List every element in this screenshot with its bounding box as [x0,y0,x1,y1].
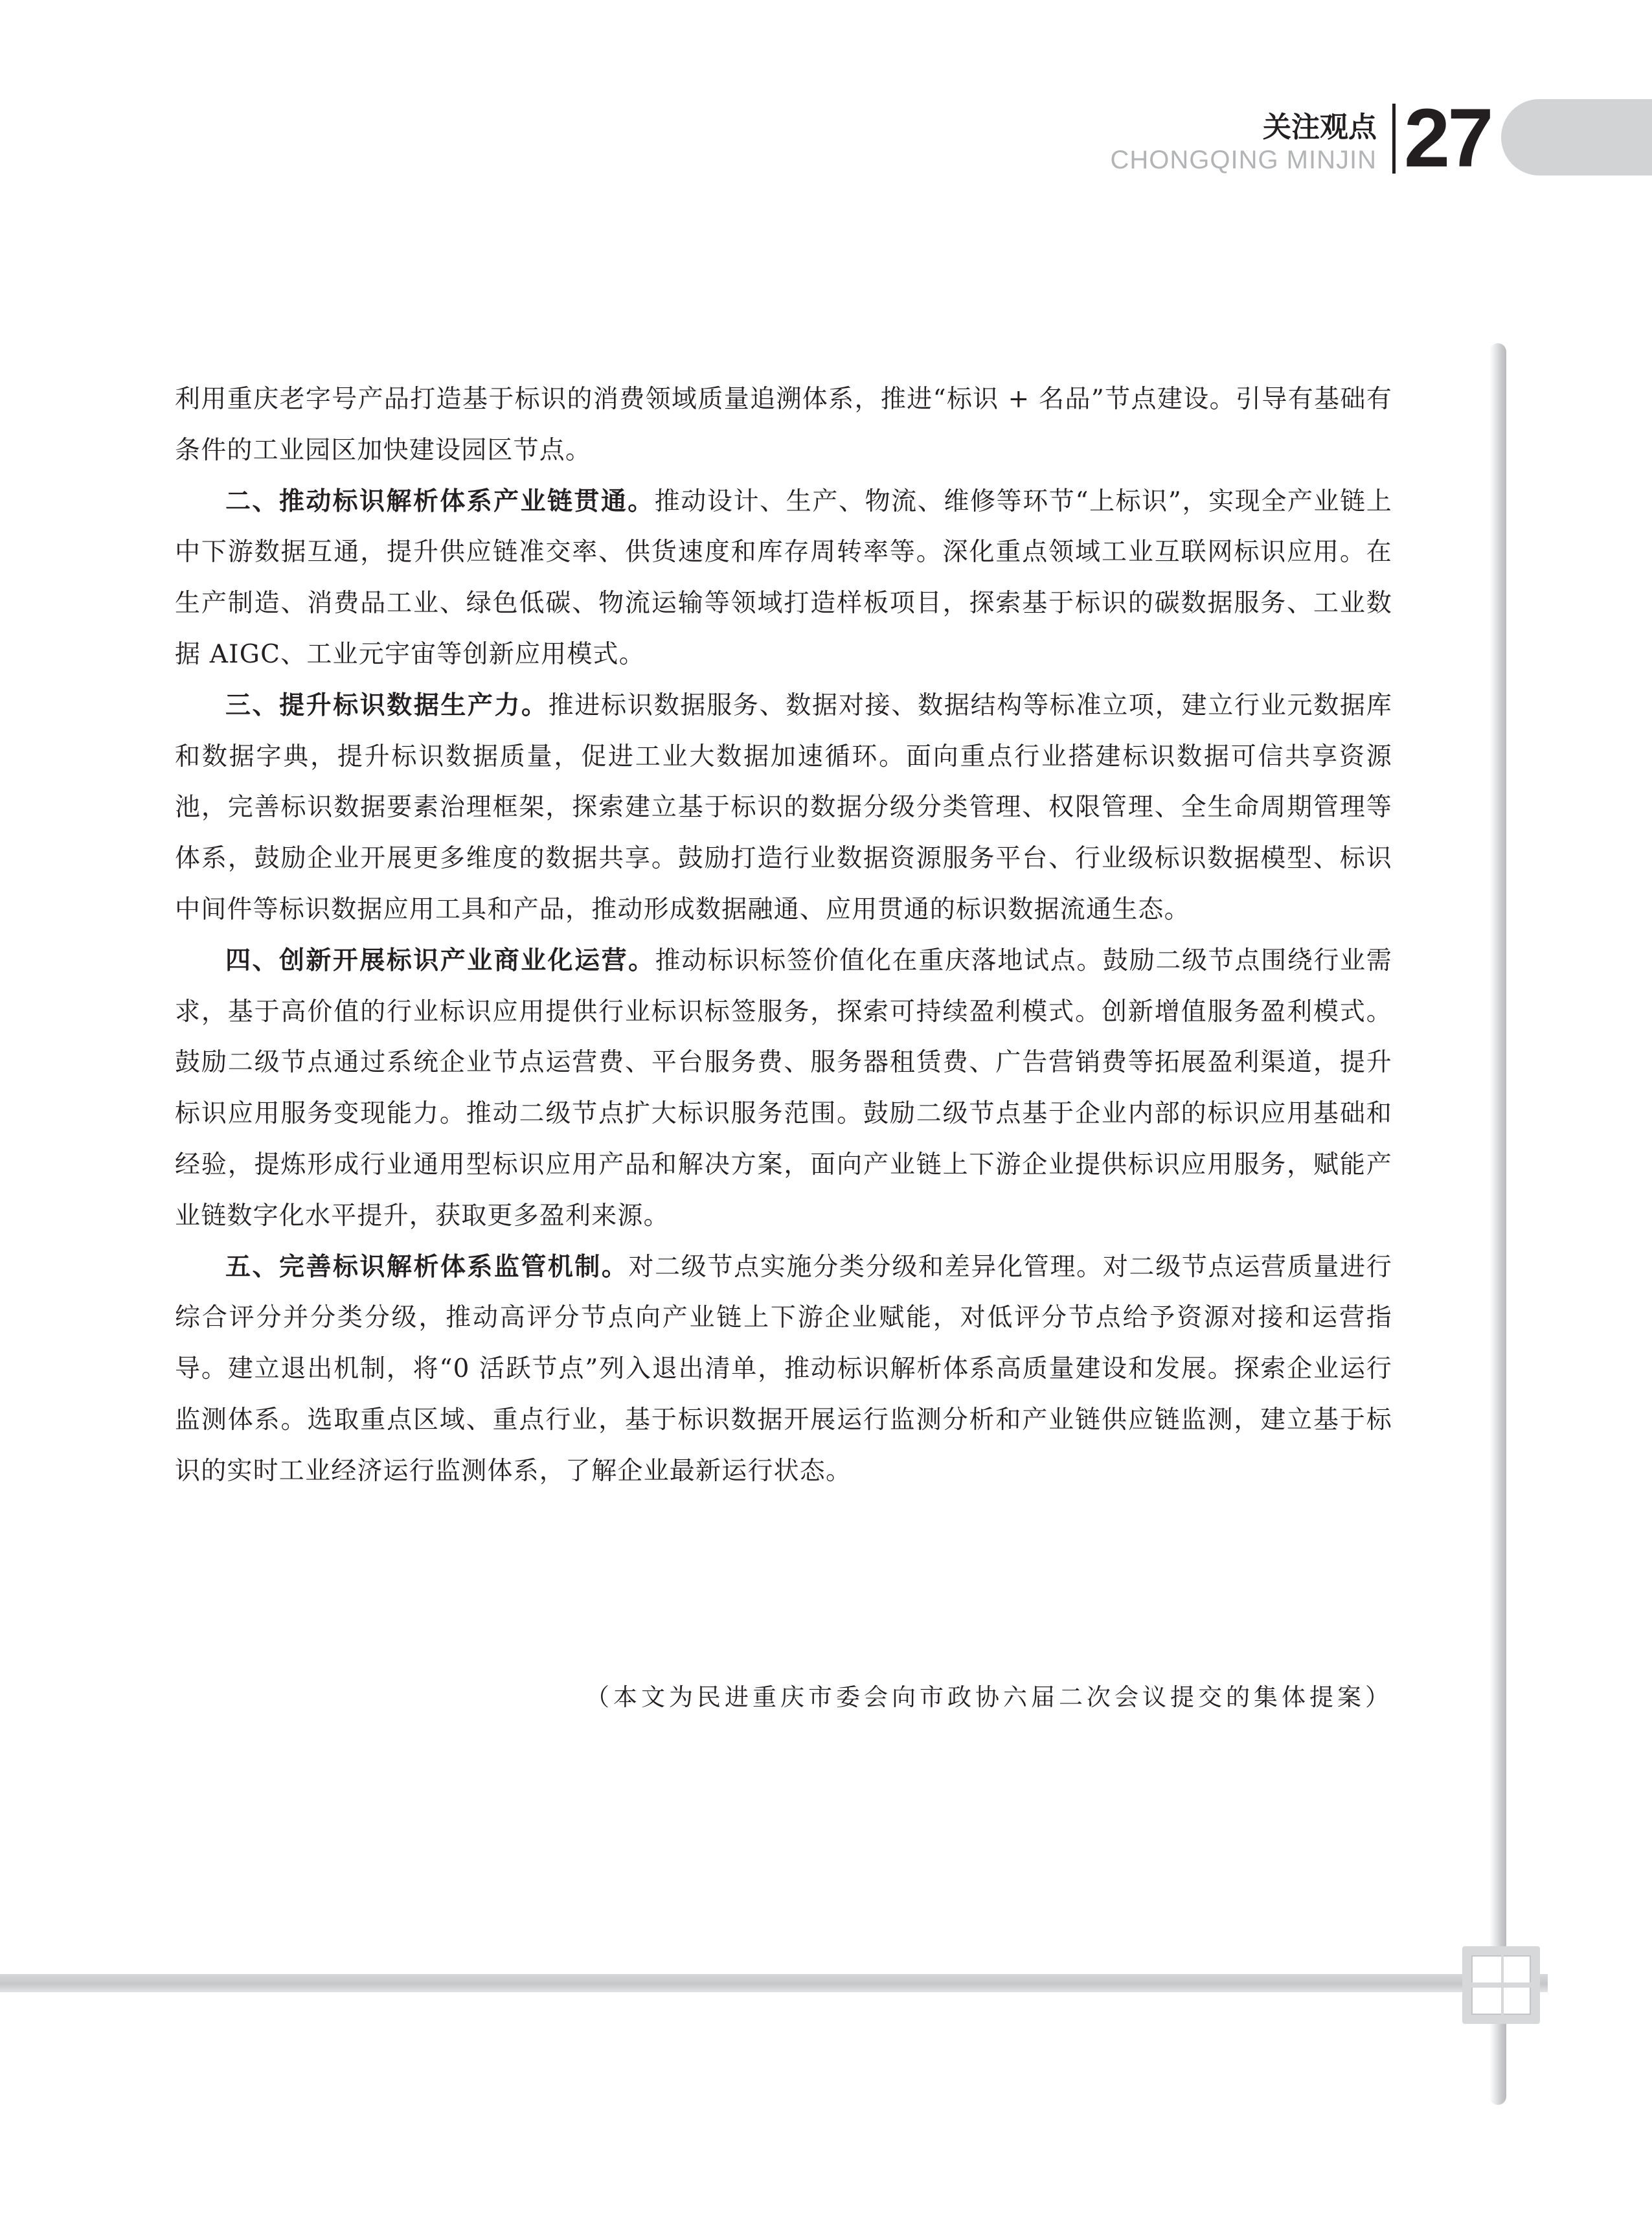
article-paragraph [175,477,1392,681]
bottom-decorative-rail [0,1974,1548,1992]
paragraph-text: 对二级节点实施分类分级和差异化管理。对二级节点运营质量进行综合评分并分类分级，推动高评分节点向产业链上下游企业赋能，对低评分节点给予资源对接和运营指导。建立退出机制，将“0 活跃节点”列入退出清单，推动标识解析体系高质量建设和发展。探索企业运行监测体系。选取重点区域、重点行业，基于标识数据开展运行监测分析和产业链供应链监测，建立基于标识的实时工业经济运行监测体系，了解企业最新运行状态。 [175,1252,1392,1486]
article-paragraph [175,1242,1392,1497]
right-decorative-rail [1489,343,1506,2105]
section-subtitle: CHONGQING MINJIN [1110,146,1377,174]
paragraph-text: 推动设计、生产、物流、维修等环节“上标识”，实现全产业链上中下游数据互通，提升供应链准交率、供货速度和库存周转率等。深化重点领域工业互联网标识应用。在生产制造、消费品工业、绿色低碳、物流运输等领域打造样板项目，探索基于标识的碳数据服务、工业数据 AIGC、工业元宇宙等创新应用模式。 [175,486,1392,669]
article-paragraph [175,374,1392,477]
paragraph-text: 利用重庆老字号产品打造基于标识的消费领域质量追溯体系，推进“标识 + 名品”节点建设。引导有基础有条件的工业园区加快建设园区节点。 [175,385,1392,465]
article-paragraph [175,681,1392,936]
paragraph-heading: 四、创新开展标识产业商业化运营。 [225,946,655,975]
header-divider [1392,104,1396,174]
paragraph-text: 推动标识标签价值化在重庆落地试点。鼓励二级节点围绕行业需求，基于高价值的行业标识应用提供行业标识标签服务，探索可持续盈利模式。创新增值服务盈利模式。鼓励二级节点通过系统企业节点运营费、平台服务费、服务器租赁费、广告营销费等拓展盈利渠道，提升标识应用服务变现能力。推动二级节点扩大标识服务范围。鼓励二级节点基于企业内部的标识应用基础和经验，提炼形成行业通用型标识应用产品和解决方案，面向产业链上下游企业提供标识应用服务，赋能产业链数字化水平提升，获取更多盈利来源。 [175,946,1392,1231]
article-paragraph [175,936,1392,1242]
page-number: 27 [1404,92,1491,185]
corner-ornament-inner [1471,1955,1531,2015]
article-body [175,374,1392,1497]
paragraph-heading: 二、推动标识解析体系产业链贯通。 [225,486,655,516]
paragraph-heading: 五、完善标识解析体系监管机制。 [225,1252,629,1282]
header-tab-decoration [1501,99,1652,176]
paragraph-heading: 三、提升标识数据生产力。 [225,690,549,720]
section-title: 关注观点 [1263,111,1377,144]
article-footnote: （本文为民进重庆市委会向市政协六届二次会议提交的集体提案） [585,1683,1393,1711]
paragraph-text: 推进标识数据服务、数据对接、数据结构等标准立项，建立行业元数据库和数据字典，提升标识数据质量，促进工业大数据加速循环。面向重点行业搭建标识数据可信共享资源池，完善标识数据要素治理框架，探索建立基于标识的数据分级分类管理、权限管理、全生命周期管理等体系，鼓励企业开展更多维度的数据共享。鼓励打造行业数据资源服务平台、行业级标识数据模型、标识中间件等标识数据应用工具和产品，推动形成数据融通、应用贯通的标识数据流通生态。 [175,690,1392,924]
